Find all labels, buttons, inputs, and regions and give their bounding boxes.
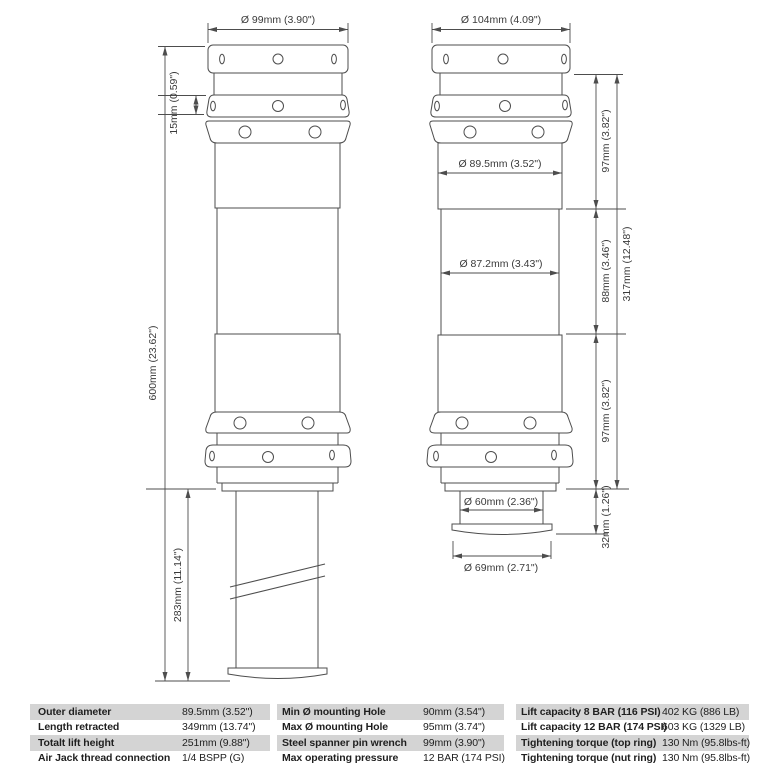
spec-label: Length retracted [38, 721, 120, 734]
dim-left-piston-extension: 283mm (11.14") [172, 547, 184, 623]
dim-left-total-height: 600mm (23.62") [147, 325, 159, 401]
spec-label: Tightening torque (top ring) [521, 736, 657, 749]
right-jack-dimensions [432, 14, 633, 574]
spec-label: Air Jack thread connection [38, 752, 171, 765]
spec-label: Outer diameter [38, 705, 112, 718]
dim-left-top-diameter: Ø 99mm (3.90") [240, 14, 316, 26]
dim-right-middle-diameter: Ø 87.2mm (3.43") [459, 258, 543, 270]
spec-table-group-1 [30, 704, 270, 766]
spec-row [277, 735, 504, 751]
spec-value: 90mm (3.54") [423, 705, 486, 718]
spec-row [30, 735, 270, 751]
spec-value: 130 Nm (95.8lbs-ft) [662, 752, 750, 765]
spec-value: 95mm (3.74") [423, 721, 486, 734]
spec-label: Max operating pressure [282, 752, 399, 765]
dim-right-top-diameter: Ø 104mm (4.09") [460, 14, 542, 26]
dim-right-stub-diameter: Ø 60mm (2.36") [463, 496, 539, 508]
dim-right-lower-section: 97mm (3.82") [600, 379, 612, 443]
spec-value: 12 BAR (174 PSI) [423, 752, 505, 765]
spec-value: 89.5mm (3.52") [182, 705, 253, 718]
spec-row [516, 720, 749, 736]
spec-row [30, 720, 270, 736]
spec-row [277, 720, 504, 736]
spec-value: 251mm (9.88") [182, 736, 250, 749]
spec-label: Max Ø mounting Hole [282, 721, 389, 734]
spec-row [277, 751, 504, 767]
spec-value: 603 KG (1329 LB) [662, 721, 746, 734]
spec-row [516, 735, 749, 751]
dim-right-foot-diameter: Ø 69mm (2.71") [463, 562, 539, 574]
dim-right-upper-diameter: Ø 89.5mm (3.52") [458, 158, 542, 170]
spec-table-group-2 [277, 704, 504, 766]
spec-value: 130 Nm (95.8lbs-ft) [662, 736, 750, 749]
spec-label: Min Ø mounting Hole [282, 705, 386, 718]
dim-left-ring-height: 15mm (0.59") [168, 71, 180, 135]
right-jack-drawing [427, 45, 573, 535]
spec-table-group-3 [516, 704, 749, 766]
spec-row [516, 704, 749, 720]
spec-label: Totalt lift height [38, 736, 115, 749]
spec-value: 349mm (13.74") [182, 721, 256, 734]
spec-label: Steel spanner pin wrench [282, 736, 407, 749]
left-jack-drawing [205, 45, 351, 679]
spec-row [30, 751, 270, 767]
spec-value: 99mm (3.90") [423, 736, 486, 749]
spec-label: Lift capacity 12 BAR (174 PSI) [521, 721, 667, 734]
spec-label: Lift capacity 8 BAR (116 PSI) [521, 705, 661, 718]
spec-label: Tightening torque (nut ring) [521, 752, 657, 765]
dim-right-foot-section: 32mm (1.26") [600, 485, 612, 549]
spec-value: 1/4 BSPP (G) [182, 752, 245, 765]
dim-right-middle-section: 88mm (3.46") [600, 239, 612, 303]
dim-right-upper-section: 97mm (3.82") [600, 109, 612, 173]
dim-right-body-total: 317mm (12.48") [621, 226, 633, 302]
spec-row [30, 704, 270, 720]
spec-row [516, 751, 749, 767]
spec-value: 402 KG (886 LB) [662, 705, 740, 718]
spec-row [277, 704, 504, 720]
